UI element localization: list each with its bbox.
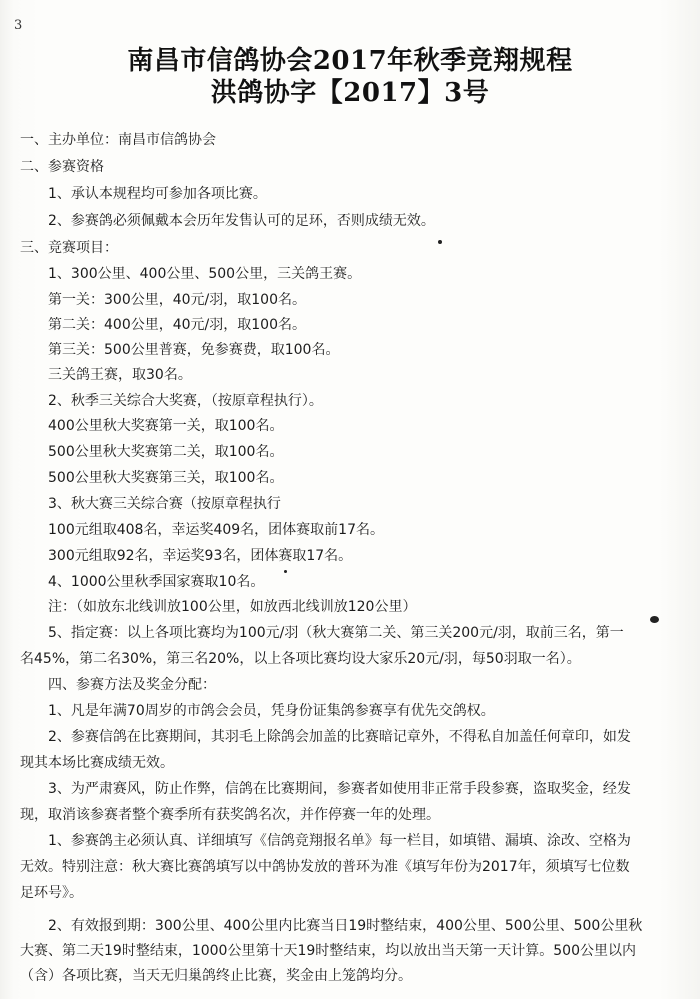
list-item: 100元组取408名，幸运奖409名，团体赛取前17名。	[48, 522, 384, 538]
section-events: 三、竞赛项目：	[20, 240, 118, 256]
list-item: 2、有效报到期：300公里、400公里内比赛当日19时整结束，400公里、500公里、500公里秋	[48, 918, 643, 934]
list-item-continuation: 名45%，第二名30%，第三名20%，以上各项比赛均设大家乐20元/羽，每50羽取一名）。	[20, 651, 581, 667]
list-item: 1、参赛鸽主必须认真、详细填写《信鸽竞翔报名单》每一栏目，如填错、漏填、涂改、空格为	[48, 833, 631, 849]
list-item-continuation: 现，取消该参赛者整个赛季所有获奖鸽名次，并作停赛一年的处理。	[20, 807, 440, 823]
list-item: 1、300公里、400公里、500公里，三关鸽王赛。	[48, 266, 362, 282]
section-method: 四、参赛方法及奖金分配：	[48, 677, 216, 693]
list-item: 3、为严肃赛风，防止作弊，信鸽在比赛期间，参赛者如使用非正常手段参赛，盗取奖金，经发	[48, 781, 631, 797]
list-item-continuation: 足环号》。	[20, 885, 83, 901]
list-item: 1、凡是年满70周岁的市鸽会会员，凭身份证集鸽参赛享有优先交鸽权。	[48, 703, 495, 719]
list-item-continuation: （含）各项比赛，当天无归巢鸽终止比赛，奖金由上笼鸽均分。	[20, 968, 412, 984]
list-item: 500公里秋大奖赛第三关，取100名。	[48, 470, 284, 486]
scan-speck	[284, 570, 287, 573]
list-item: 300元组取92名，幸运奖93名，团体赛取17名。	[48, 548, 353, 564]
document-number: 洪鸽协字【2017】3号	[210, 78, 490, 108]
list-item: 第一关：300公里，40元/羽，取100名。	[48, 292, 306, 308]
list-item: 3、秋大赛三关综合赛（按原章程执行	[48, 496, 281, 512]
list-item: 500公里秋大奖赛第二关，取100名。	[48, 444, 284, 460]
list-item-continuation: 大赛、第二天19时整结束，1000公里第十天19时整结束，均以放出当天第一天计算。500公里以内	[20, 943, 636, 959]
list-item: 4、1000公里秋季国家赛取10名。	[48, 574, 265, 590]
ink-blot	[650, 616, 659, 623]
note-line: 注：（如放东北线训放100公里，如放西北线训放120公里）	[48, 599, 417, 615]
scan-speck	[438, 240, 442, 244]
list-item: 2、参赛信鸽在比赛期间，其羽毛上除鸽会加盖的比赛暗记章外，不得私自加盖任何章印，如发	[48, 729, 631, 745]
list-item: 三关鸽王赛，取30名。	[48, 367, 192, 383]
list-item: 2、参赛鸽必须佩戴本会历年发售认可的足环，否则成绩无效。	[48, 213, 435, 229]
list-item: 第三关：500公里普赛，免参赛费，取100名。	[48, 342, 340, 358]
section-eligibility: 二、参赛资格	[20, 159, 104, 175]
document-title: 南昌市信鸽协会2017年秋季竞翔规程	[127, 46, 573, 76]
list-item: 5、指定赛：以上各项比赛均为100元/羽（秋大赛第二关、第三关200元/羽，取前三名，第一	[48, 625, 624, 641]
list-item-continuation: 无效。特别注意：秋大赛比赛鸽填写以中鸽协发放的普环为准《填写年份为2017年，须填写七位数	[20, 859, 630, 875]
list-item: 第二关：400公里，40元/羽，取100名。	[48, 317, 306, 333]
list-item-continuation: 现其本场比赛成绩无效。	[20, 755, 174, 771]
list-item: 1、承认本规程均可参加各项比赛。	[48, 186, 267, 202]
list-item: 400公里秋大奖赛第一关，取100名。	[48, 418, 284, 434]
list-item: 2、秋季三关综合大奖赛，（按原章程执行）。	[48, 393, 323, 409]
section-organizer: 一、主办单位：南昌市信鸽协会	[20, 132, 216, 148]
page-number-mark: 3	[14, 18, 23, 33]
